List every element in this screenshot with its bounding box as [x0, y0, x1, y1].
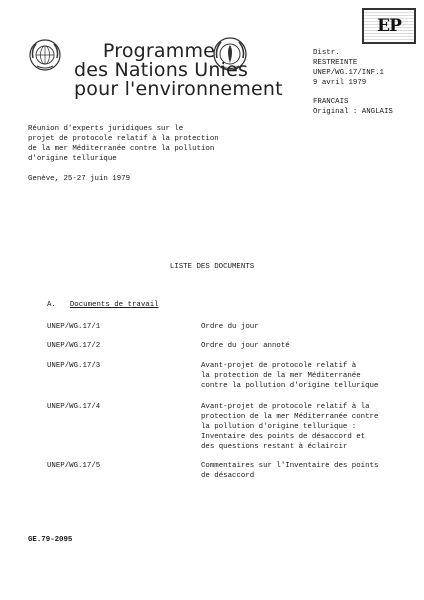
meeting-line-2: projet de protocole relatif à la protection [28, 135, 219, 143]
section-a-heading [47, 300, 159, 310]
document-symbol: UNEP/WG.17/INF.1 [313, 69, 384, 77]
page-title: LISTE DES DOCUMENTS [169, 263, 255, 271]
description-line: des questions restant à éclaircir [201, 443, 348, 451]
document-symbol-cell: UNEP/WG.17/3 [47, 362, 101, 370]
job-number: GE.79-2095 [28, 536, 73, 544]
description-line: Ordre du jour annoté [201, 342, 290, 350]
distr-label: Distr. [313, 49, 340, 57]
organization-name [74, 40, 283, 100]
document-description [201, 322, 401, 332]
org-line-1: Programme [102, 40, 216, 62]
meeting-line-3: de la mer Méditerranée contre la pollution [28, 145, 215, 153]
document-description [201, 341, 401, 351]
description-line: protection de la mer Méditerranée contre [201, 413, 379, 421]
document-description [201, 361, 401, 391]
description-line: de désaccord [201, 472, 255, 480]
description-line: la pollution d'origine tellurique : [201, 423, 357, 431]
description-line: Avant-projet de protocole relatif à la [201, 403, 370, 411]
document-symbol-cell: UNEP/WG.17/1 [47, 323, 101, 331]
document-symbol-cell: UNEP/WG.17/5 [47, 462, 101, 470]
document-symbol-cell: UNEP/WG.17/2 [47, 342, 101, 350]
distribution-block [313, 48, 421, 117]
restriction-label: RESTREINTE [313, 59, 358, 67]
un-emblem-icon [28, 38, 62, 72]
ep-logo: EP [362, 8, 416, 44]
description-line: contre la pollution d'origine tellurique [201, 382, 379, 390]
description-line: Avant-projet de protocole relatif à [201, 362, 357, 370]
description-line: Ordre du jour [201, 323, 259, 331]
org-line-3: pour l'environnement [74, 78, 283, 100]
document-symbol-cell: UNEP/WG.17/4 [47, 403, 101, 411]
meeting-place-date: Genève, 25-27 juin 1979 [28, 175, 131, 183]
original-language: Original : ANGLAIS [313, 108, 393, 116]
language-label: FRANCAIS [313, 98, 349, 106]
meeting-title [28, 124, 288, 164]
document-description [201, 402, 401, 452]
document-description [201, 461, 401, 481]
meeting-line-1: Réunion d'experts juridiques sur le [28, 125, 184, 133]
description-line: Inventaire des points de désaccord et [201, 433, 366, 441]
section-letter: A. [47, 301, 56, 309]
description-line: la protection de la mer Méditerranée [201, 372, 361, 380]
section-label: Documents de travail [69, 301, 159, 309]
description-line: Commentaires sur l'Inventaire des points [201, 462, 379, 470]
meeting-line-4: d'origine tellurique [28, 155, 117, 163]
org-line-2: des Nations Unies [74, 59, 249, 81]
document-date: 9 avril 1979 [313, 79, 367, 87]
